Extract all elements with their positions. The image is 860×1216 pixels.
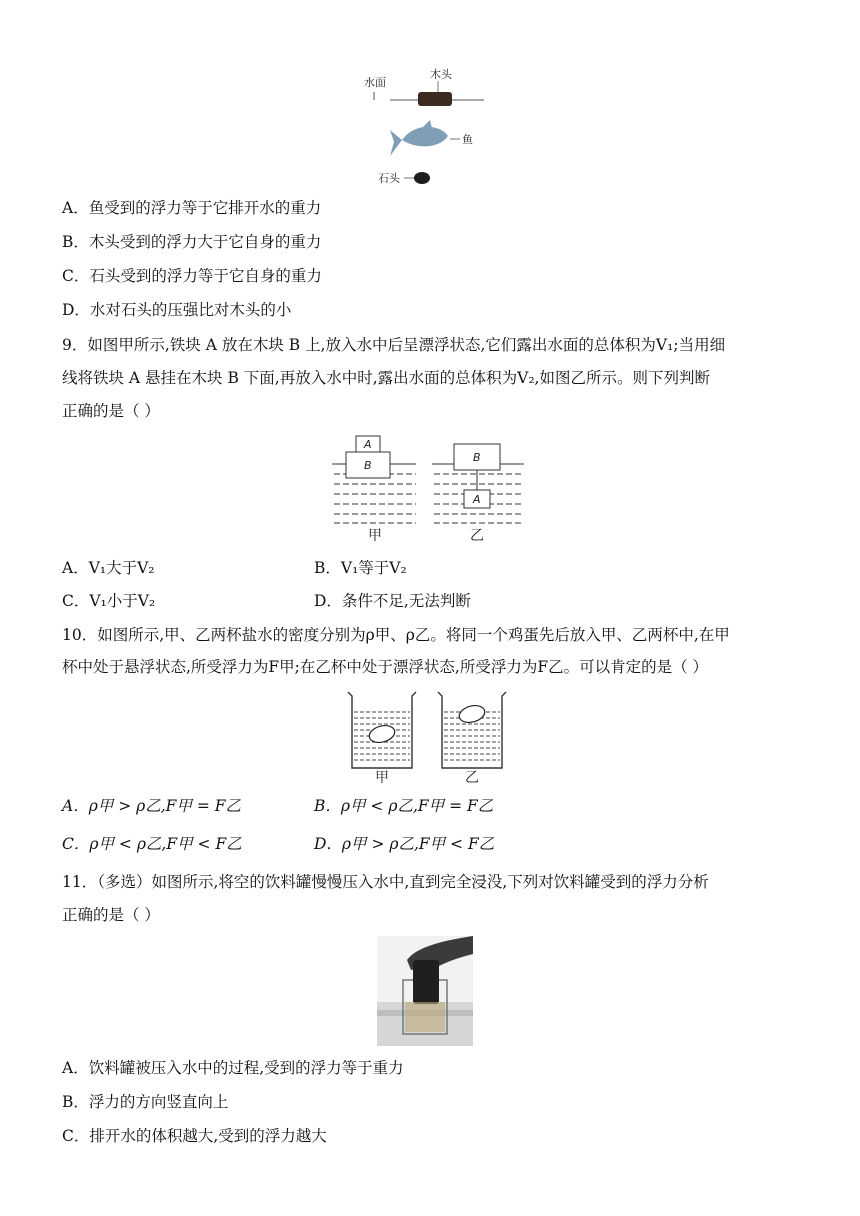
- label-fish: 鱼: [462, 133, 473, 146]
- q9-left-label-a: A: [364, 438, 372, 451]
- q9-right-label-a: A: [473, 493, 481, 506]
- q10-left-beaker: [348, 692, 416, 768]
- q8-option-a[interactable]: A．鱼受到的浮力等于它排开水的重力: [62, 199, 322, 217]
- q9-stem-line1: 9．如图甲所示,铁块 A 放在木块 B 上,放入水中后呈漂浮状态,它们露出水面的总体积为V₁;当用细: [62, 336, 726, 354]
- label-wood: 木头: [430, 68, 452, 81]
- q9-right-label-b: B: [473, 451, 481, 464]
- q9-caption-right: 乙: [470, 528, 484, 544]
- q10-option-b[interactable]: B．ρ甲 < ρ乙,F甲 = F乙: [314, 797, 494, 815]
- q11-stem-line2: 正确的是（ ）: [62, 906, 160, 924]
- q11-photo: [377, 936, 473, 1046]
- q11-option-b[interactable]: B．浮力的方向竖直向上: [62, 1093, 229, 1111]
- can-icon: [413, 960, 439, 1004]
- q10-caption-left: 甲: [375, 770, 389, 784]
- q10-option-a[interactable]: A．ρ甲 > ρ乙,F甲 = F乙: [62, 797, 242, 815]
- q10-option-d[interactable]: D．ρ甲 > ρ乙,F甲 < F乙: [314, 835, 495, 853]
- q10-stem-line2: 杯中处于悬浮状态,所受浮力为F甲;在乙杯中处于漂浮状态,所受浮力为F乙。可以肯定的是（ ）: [62, 658, 709, 676]
- q9-option-a[interactable]: A．V₁大于V₂: [62, 559, 155, 577]
- q9-figure: [328, 432, 528, 546]
- label-stone: 石头: [378, 172, 400, 185]
- q11-option-a[interactable]: A．饮料罐被压入水中的过程,受到的浮力等于重力: [62, 1059, 404, 1077]
- q8-option-d[interactable]: D．水对石头的压强比对木头的小: [62, 301, 292, 319]
- q8-option-b[interactable]: B．木头受到的浮力大于它自身的重力: [62, 233, 322, 251]
- q10-caption-right: 乙: [465, 770, 479, 784]
- q9-option-c[interactable]: C．V₁小于V₂: [62, 592, 156, 610]
- q10-option-c[interactable]: C．ρ甲 < ρ乙,F甲 < F乙: [62, 835, 242, 853]
- q8-option-c[interactable]: C．石头受到的浮力等于它自身的重力: [62, 267, 322, 285]
- q9-option-b[interactable]: B．V₁等于V₂: [314, 559, 407, 577]
- q10-stem-line1: 10．如图所示,甲、乙两杯盐水的密度分别为ρ甲、ρ乙。将同一个鸡蛋先后放入甲、乙两杯中,在甲: [62, 626, 730, 644]
- wood-log: [418, 92, 452, 106]
- label-water-surface: 水面: [364, 76, 386, 89]
- q11-option-c[interactable]: C．排开水的体积越大,受到的浮力越大: [62, 1127, 327, 1145]
- q10-figure: [342, 688, 512, 784]
- q9-caption-left: 甲: [368, 528, 382, 544]
- q10-right-egg: [457, 703, 486, 725]
- fish-icon: [390, 120, 448, 156]
- q9-option-d[interactable]: D．条件不足,无法判断: [314, 592, 471, 610]
- q9-stem-line3: 正确的是（ ）: [62, 402, 160, 420]
- q9-left-label-b: B: [364, 459, 372, 472]
- q11-stem-line1: 11．（多选）如图所示,将空的饮料罐慢慢压入水中,直到完全浸没,下列对饮料罐受到的浮力分析: [62, 873, 709, 891]
- stone-icon: [414, 172, 430, 184]
- q9-stem-line2: 线将铁块 A 悬挂在木块 B 下面,再放入水中时,露出水面的总体积为V₂,如图乙所示。则下列判断: [62, 369, 710, 387]
- q8-figure: [360, 64, 490, 190]
- q10-right-beaker: [438, 692, 506, 768]
